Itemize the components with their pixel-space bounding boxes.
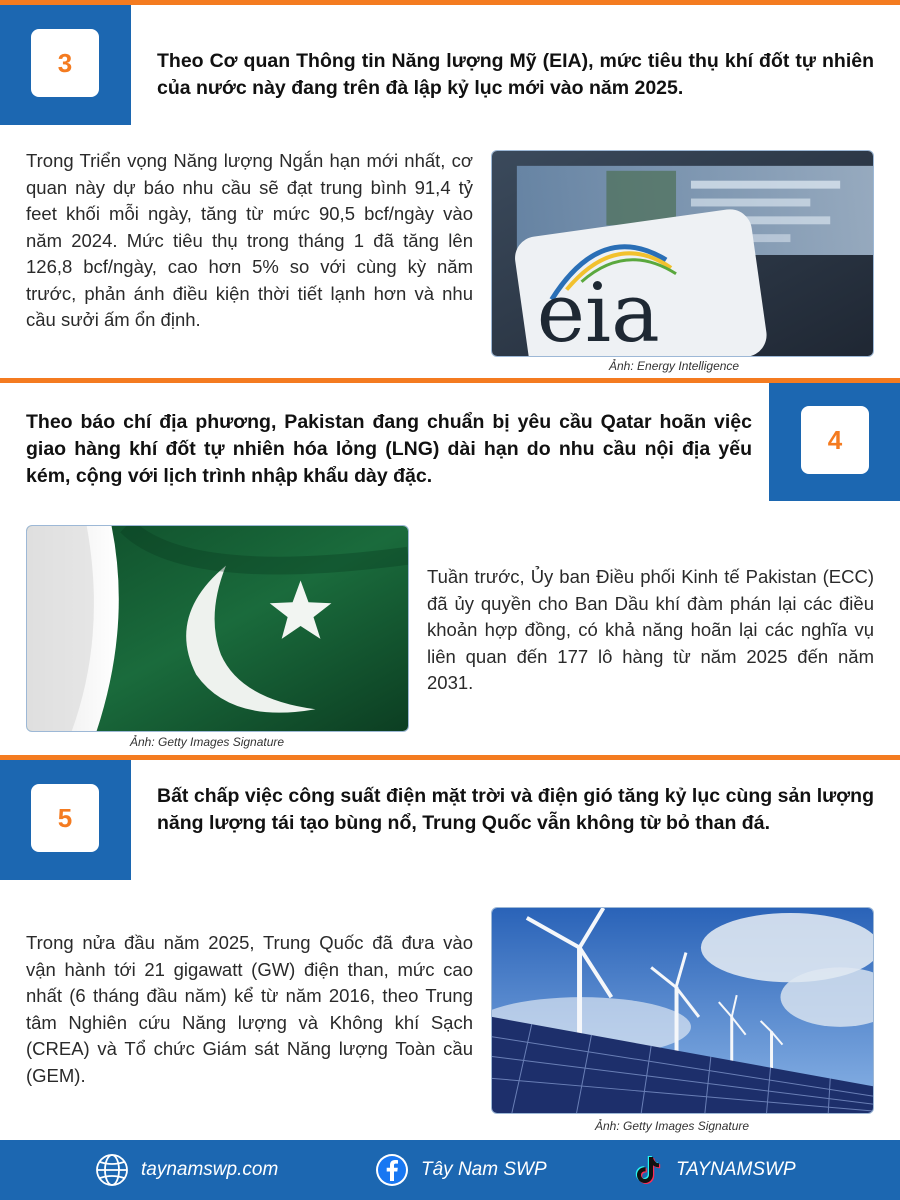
globe-icon (95, 1153, 129, 1187)
section-4-headline: Theo báo chí địa phương, Pakistan đang chuẩn bị yêu cầu Qatar hoãn việc giao hàng khí đốt tự nhiên hóa lỏng (LNG) dài hạn do nhu cầu nội địa yếu kém, cộng với lịch trình nhập khẩu dày đặc. (26, 411, 752, 487)
section-5-headline: Bất chấp việc công suất điện mặt trời và điện gió tăng kỷ lục cùng sản lượng năng lượng tái tạo bùng nổ, Trung Quốc vẫn không từ bỏ than đá. (157, 785, 874, 834)
divider-5 (0, 755, 900, 760)
eia-logo-text: eia (536, 266, 660, 356)
footer-website-text: taynamswp.com (141, 1159, 279, 1180)
section-5-number: 5 (31, 784, 99, 852)
pakistan-flag-photo (26, 525, 409, 732)
section-3-body: Trong Triển vọng Năng lượng Ngắn hạn mới nhất, cơ quan này dự báo nhu cầu sẽ đạt trung bình 91,4 tỷ feet khối mỗi ngày, tăng từ mức 90,5 bcf/ngày vào năm 2024. Mức tiêu thụ trong tháng 1 đã tăng lên 126,8 bcf/ngày, cao hơn 5% so với cùng kỳ năm trước, phản ánh điều kiện thời tiết lạnh hơn và nhu cầu sưởi ấm ổn định. (26, 150, 473, 330)
facebook-icon (375, 1153, 409, 1187)
section-3-headline: Theo Cơ quan Thông tin Năng lượng Mỹ (EIA), mức tiêu thụ khí đốt tự nhiên của nước này đang trên đà lập kỷ lục mới vào năm 2025. (157, 50, 874, 99)
section-4-number: 4 (801, 406, 869, 474)
section-4-caption: Ảnh: Getty Images Signature (130, 735, 285, 749)
top-divider (0, 0, 900, 5)
section-4-body: Tuần trước, Ủy ban Điều phối Kinh tế Pakistan (ECC) đã ủy quyền cho Ban Dầu khí đàm phán lại các điều khoản hợp đồng, có khả năng hoãn lại các nghĩa vụ liên quan đến 177 lô hàng từ năm 2025 đến năm 2031. (427, 566, 874, 693)
section-5-caption: Ảnh: Getty Images Signature (595, 1119, 750, 1133)
footer-tiktok-text: TAYNAMSWP (676, 1159, 796, 1180)
eia-photo (491, 150, 874, 357)
section-3-number: 3 (31, 29, 99, 97)
divider-4 (0, 378, 900, 383)
footer-bar (0, 1140, 900, 1200)
wind-solar-photo (491, 907, 874, 1114)
footer-tiktok[interactable] (630, 1140, 796, 1200)
section-5-body: Trong nửa đầu năm 2025, Trung Quốc đã đưa vào vận hành tới 21 gigawatt (GW) điện than, mức cao nhất (6 tháng đầu năm) kể từ năm 2016, theo Trung tâm Nghiên cứu Năng lượng và Không khí Sạch (CREA) và Tổ chức Giám sát Năng lượng Toàn cầu (GEM). (26, 932, 473, 1086)
footer-facebook-text: Tây Nam SWP (421, 1159, 547, 1180)
tiktok-icon (630, 1153, 664, 1187)
section-3-caption: Ảnh: Energy Intelligence (609, 359, 740, 373)
footer-facebook[interactable] (375, 1140, 547, 1200)
footer-website[interactable] (95, 1140, 278, 1200)
